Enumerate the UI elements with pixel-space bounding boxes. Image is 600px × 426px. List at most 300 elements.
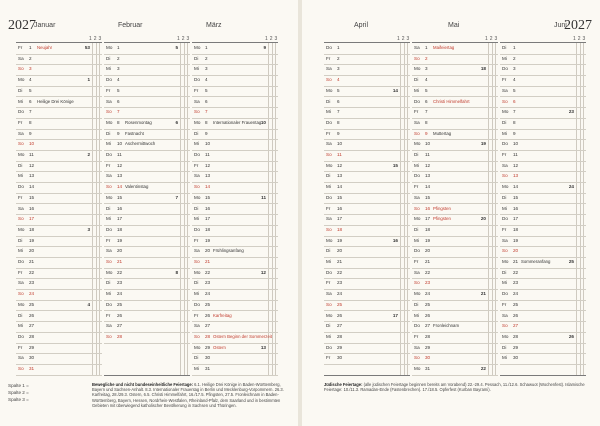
day-number: 7 xyxy=(205,109,208,115)
day-number: 12 xyxy=(29,162,35,168)
weekday: Mo xyxy=(18,301,25,307)
day-number: 1 xyxy=(29,45,32,50)
weekday: Fr xyxy=(502,226,507,232)
weekday: So xyxy=(502,323,508,329)
weekday: Fr xyxy=(502,152,507,157)
weekday: Mo xyxy=(18,77,25,83)
month-column xyxy=(324,42,410,376)
day-number: 13 xyxy=(513,173,519,179)
footnote-title: Bewegliche und nicht bundeseinheitliche Feiertage: xyxy=(92,382,193,387)
day-number: 1 xyxy=(337,45,340,50)
week-number: 8 xyxy=(175,269,178,275)
weekday: Do xyxy=(326,119,332,125)
holiday-label: Ostern Beginn der Sommerzeit xyxy=(213,333,272,339)
day-number: 27 xyxy=(205,323,211,329)
holiday-label: Aschermittwoch xyxy=(125,141,156,147)
weekday: Di xyxy=(326,173,331,179)
weekday: Mo xyxy=(502,333,509,339)
weekday: Mi xyxy=(502,280,507,286)
day-number: 29 xyxy=(513,344,519,350)
month-column xyxy=(412,42,498,376)
day-number: 24 xyxy=(205,291,211,297)
weekday: Mo xyxy=(106,45,113,50)
day-row[interactable] xyxy=(16,364,102,376)
legend-line: Spalte 3 = xyxy=(8,397,29,402)
weekday: Mo xyxy=(414,216,421,222)
day-number: 12 xyxy=(425,162,431,168)
weekday: Mo xyxy=(194,45,201,50)
weekday: Do xyxy=(414,323,420,329)
day-number: 14 xyxy=(337,184,343,190)
day-number: 21 xyxy=(513,259,519,264)
weekday: Do xyxy=(414,173,420,179)
weekday: Mo xyxy=(18,152,25,157)
weekday: Mo xyxy=(106,119,113,125)
weekday: Sa xyxy=(18,355,24,361)
month-name: März xyxy=(206,22,222,29)
weekday: Do xyxy=(106,77,112,83)
day-number: 4 xyxy=(205,77,208,83)
weekday: Di xyxy=(194,130,199,136)
weekday: Di xyxy=(18,162,23,168)
day-number: 26 xyxy=(425,312,431,318)
day-number: 22 xyxy=(513,269,519,275)
week-number: 1 xyxy=(87,77,90,83)
weekday: So xyxy=(18,366,24,371)
weekday: Do xyxy=(414,98,420,104)
weekday: Do xyxy=(194,301,200,307)
weekday: Fr xyxy=(194,237,199,243)
day-number: 24 xyxy=(117,291,123,297)
weekday: Do xyxy=(502,291,508,297)
weekday: Do xyxy=(18,109,24,115)
month-name: April xyxy=(354,22,369,29)
holiday-label: Frühlingsanfang xyxy=(213,248,244,254)
day-number: 14 xyxy=(513,184,519,190)
day-number: 23 xyxy=(29,280,35,286)
weekday: So xyxy=(194,259,200,264)
day-number: 10 xyxy=(29,141,35,147)
weekday: Mo xyxy=(502,184,509,190)
day-number: 7 xyxy=(29,109,32,115)
month-column xyxy=(500,42,586,376)
day-number: 22 xyxy=(29,269,35,275)
day-number: 7 xyxy=(337,109,340,115)
week-number: 20 xyxy=(480,216,486,222)
month-name: Februar xyxy=(118,22,143,29)
weekday: Mi xyxy=(106,216,111,222)
week-number: 16 xyxy=(392,237,398,243)
weekday: Di xyxy=(106,205,111,211)
weekday: So xyxy=(106,184,112,190)
day-number: 25 xyxy=(205,301,211,307)
day-number: 10 xyxy=(117,141,123,147)
weekday: Fr xyxy=(326,130,331,136)
weekday: Do xyxy=(326,269,332,275)
weekday: Di xyxy=(18,237,23,243)
day-number: 2 xyxy=(337,55,340,61)
day-number: 28 xyxy=(513,333,519,339)
week-number: 11 xyxy=(261,194,266,200)
day-number: 12 xyxy=(337,162,343,168)
week-number: 25 xyxy=(568,259,574,264)
day-number: 28 xyxy=(205,333,211,339)
month-name: Mai xyxy=(448,22,460,29)
day-number: 13 xyxy=(425,173,431,179)
weekday: Sa xyxy=(414,45,420,50)
week-number: 15 xyxy=(392,162,398,168)
weekday: Mo xyxy=(194,119,201,125)
weekday: Sa xyxy=(18,280,24,286)
weekday: Do xyxy=(502,216,508,222)
weekday: Sa xyxy=(502,237,508,243)
week-number: 22 xyxy=(480,366,486,371)
holiday-label: Pfingsten xyxy=(433,216,451,222)
weekday: Mi xyxy=(414,87,419,93)
day-number: 18 xyxy=(337,226,343,232)
day-number: 19 xyxy=(29,237,35,243)
day-number: 21 xyxy=(337,259,343,264)
weekday: Mo xyxy=(18,226,25,232)
day-number: 6 xyxy=(337,98,340,104)
day-number: 30 xyxy=(29,355,35,361)
weekday: Sa xyxy=(502,162,508,168)
day-number: 28 xyxy=(425,333,431,339)
weekday: Fr xyxy=(106,237,111,243)
day-number: 25 xyxy=(117,301,123,307)
day-number: 11 xyxy=(29,152,34,157)
weekday: Mi xyxy=(106,291,111,297)
weekday: Mi xyxy=(18,173,23,179)
weekday: Sa xyxy=(414,269,420,275)
weekday: Do xyxy=(502,66,508,72)
weekday: Mi xyxy=(414,237,419,243)
weekday: Do xyxy=(414,248,420,254)
weekday: So xyxy=(18,141,24,147)
weekday: Fr xyxy=(194,312,199,318)
weekday: Mi xyxy=(502,130,507,136)
day-number: 10 xyxy=(425,141,431,147)
weekday: So xyxy=(18,216,24,222)
day-number: 16 xyxy=(513,205,519,211)
day-row[interactable] xyxy=(412,364,498,376)
weekday: So xyxy=(414,130,420,136)
weekday: Sa xyxy=(194,323,200,329)
weekday: Mi xyxy=(326,109,331,115)
note-columns-header: 1 2 3 xyxy=(177,36,190,42)
weekday: Mo xyxy=(194,194,201,200)
weekday: Di xyxy=(194,55,199,61)
day-number: 22 xyxy=(205,269,211,275)
weekday: So xyxy=(106,333,112,339)
weekday: Fr xyxy=(194,87,199,93)
week-number: 23 xyxy=(568,109,574,115)
day-number: 18 xyxy=(513,226,519,232)
day-number: 24 xyxy=(425,291,431,297)
day-number: 27 xyxy=(513,323,519,329)
holiday-label: Valentinstag xyxy=(125,184,149,190)
day-number: 5 xyxy=(513,87,516,93)
day-number: 10 xyxy=(337,141,343,147)
day-number: 23 xyxy=(513,280,519,286)
weekday: Sa xyxy=(194,248,200,254)
day-number: 30 xyxy=(513,355,519,361)
day-number: 29 xyxy=(337,344,343,350)
weekday: Mo xyxy=(106,269,113,275)
week-number: 5 xyxy=(175,45,178,50)
holiday-label: Rosenmontag xyxy=(125,119,152,125)
weekday: Di xyxy=(106,55,111,61)
day-number: 21 xyxy=(205,259,211,264)
weekday: Sa xyxy=(18,55,24,61)
weekday: Mo xyxy=(502,259,509,264)
day-number: 7 xyxy=(513,109,516,115)
day-row[interactable] xyxy=(192,364,278,376)
day-number: 27 xyxy=(337,323,343,329)
day-row[interactable] xyxy=(104,332,190,344)
holiday-label: Ostern xyxy=(213,344,226,350)
day-number: 11 xyxy=(337,152,342,157)
weekday: Mo xyxy=(414,141,421,147)
day-number: 24 xyxy=(513,291,519,297)
day-number: 8 xyxy=(337,119,340,125)
day-number: 16 xyxy=(337,205,343,211)
weekday: Di xyxy=(414,226,419,232)
weekday: Sa xyxy=(326,216,332,222)
day-number: 14 xyxy=(425,184,431,190)
weekday: So xyxy=(194,184,200,190)
weekday: Mo xyxy=(194,344,201,350)
weekday: Mi xyxy=(414,312,419,318)
day-number: 20 xyxy=(513,248,519,254)
day-number: 27 xyxy=(29,323,35,329)
weekday: Mo xyxy=(326,162,333,168)
weekday: Sa xyxy=(18,130,24,136)
day-number: 13 xyxy=(117,173,123,179)
weekday: Fr xyxy=(326,55,331,61)
day-number: 12 xyxy=(117,162,123,168)
weekday: Mi xyxy=(194,66,199,72)
weekday: Mi xyxy=(106,66,111,72)
weekday: Do xyxy=(106,152,112,157)
day-number: 7 xyxy=(117,109,120,115)
day-number: 11 xyxy=(117,152,122,157)
day-number: 15 xyxy=(29,194,35,200)
left-page xyxy=(0,0,298,426)
day-number: 14 xyxy=(29,184,35,190)
day-row[interactable] xyxy=(500,353,586,365)
day-number: 9 xyxy=(425,130,428,136)
day-number: 25 xyxy=(425,301,431,307)
weekday: Di xyxy=(502,344,507,350)
holiday-label: Fronleichnam xyxy=(433,323,460,329)
day-number: 30 xyxy=(205,355,211,361)
day-number: 5 xyxy=(29,87,32,93)
weekday: Fr xyxy=(414,184,419,190)
day-number: 6 xyxy=(117,98,120,104)
day-number: 9 xyxy=(29,130,32,136)
weekday: Mo xyxy=(414,66,421,72)
day-number: 5 xyxy=(337,87,340,93)
day-number: 7 xyxy=(425,109,428,115)
weekday: Sa xyxy=(194,98,200,104)
day-number: 9 xyxy=(117,130,120,136)
weekday: Di xyxy=(502,194,507,200)
weekday: So xyxy=(414,55,420,61)
weekday: Fr xyxy=(194,162,199,168)
day-number: 8 xyxy=(425,119,428,125)
day-number: 6 xyxy=(29,98,32,104)
weekday: So xyxy=(18,66,24,72)
day-number: 31 xyxy=(29,366,35,371)
weekday: Di xyxy=(414,301,419,307)
day-number: 12 xyxy=(513,162,519,168)
weekday: Mi xyxy=(194,291,199,297)
week-number: 17 xyxy=(392,312,398,318)
weekday: Mi xyxy=(326,333,331,339)
weekday: Sa xyxy=(414,344,420,350)
day-number: 3 xyxy=(117,66,120,72)
day-number: 13 xyxy=(29,173,35,179)
day-number: 23 xyxy=(337,280,343,286)
weekday: Fr xyxy=(106,162,111,168)
day-number: 17 xyxy=(513,216,519,222)
year-label-left: 2027 xyxy=(8,18,36,33)
note-columns-header: 1 2 3 xyxy=(397,36,410,42)
day-number: 12 xyxy=(205,162,211,168)
day-number: 28 xyxy=(337,333,343,339)
weekday: Fr xyxy=(18,45,23,50)
weekday: Mo xyxy=(106,194,113,200)
day-number: 19 xyxy=(205,237,211,243)
weekday: So xyxy=(326,152,332,157)
week-number: 26 xyxy=(568,333,574,339)
holiday-footnote xyxy=(92,382,288,408)
legend-line: Spalte 2 = xyxy=(8,390,29,395)
holiday-label: Heilige Drei Könige xyxy=(37,98,74,104)
weekday: So xyxy=(502,173,508,179)
weekday: So xyxy=(502,98,508,104)
week-number: 21 xyxy=(480,291,486,297)
holiday-label: Maifeiertag xyxy=(433,45,455,50)
day-number: 5 xyxy=(117,87,120,93)
day-number: 17 xyxy=(117,216,123,222)
week-number: 19 xyxy=(480,141,486,147)
weekday: Fr xyxy=(326,205,331,211)
day-number: 4 xyxy=(425,77,428,83)
weekday: Do xyxy=(326,194,332,200)
day-number: 26 xyxy=(513,312,519,318)
weekday: Mo xyxy=(194,269,201,275)
day-number: 26 xyxy=(117,312,123,318)
weekday: Mi xyxy=(194,141,199,147)
weekday: Di xyxy=(18,87,23,93)
day-number: 1 xyxy=(117,45,120,50)
weekday: Di xyxy=(106,130,111,136)
footnote-title: Jüdische Feiertage: xyxy=(324,382,363,387)
weekday: Mo xyxy=(326,237,333,243)
weekday: So xyxy=(502,248,508,254)
day-number: 25 xyxy=(29,301,35,307)
day-number: 2 xyxy=(425,55,428,61)
weekday: Mi xyxy=(106,141,111,147)
day-number: 23 xyxy=(205,280,211,286)
day-number: 31 xyxy=(205,366,211,371)
day-number: 23 xyxy=(117,280,123,286)
weekday: Di xyxy=(414,152,419,157)
day-number: 17 xyxy=(425,216,431,222)
day-number: 14 xyxy=(117,184,123,190)
holiday-footnote xyxy=(324,382,590,392)
day-number: 6 xyxy=(513,98,516,104)
day-number: 15 xyxy=(513,194,519,200)
week-number: 6 xyxy=(175,119,178,125)
weekday: Do xyxy=(502,141,508,147)
holiday-label: Fastnacht xyxy=(125,130,144,136)
day-number: 2 xyxy=(29,55,32,61)
weekday: Mo xyxy=(502,109,509,115)
day-number: 11 xyxy=(513,152,518,157)
day-number: 16 xyxy=(205,205,211,211)
weekday: Di xyxy=(414,77,419,83)
day-number: 21 xyxy=(117,259,123,264)
weekday: Do xyxy=(18,259,24,264)
weekday: Fr xyxy=(326,280,331,286)
weekday: Do xyxy=(194,152,200,157)
day-number: 10 xyxy=(205,141,211,147)
day-number: 27 xyxy=(117,323,123,329)
weekday: Fr xyxy=(502,301,507,307)
weekday: Mo xyxy=(414,366,421,371)
weekday: Mi xyxy=(502,205,507,211)
day-number: 20 xyxy=(29,248,35,254)
weekday: Di xyxy=(326,98,331,104)
day-number: 2 xyxy=(117,55,120,61)
day-number: 2 xyxy=(205,55,208,61)
weekday: Mi xyxy=(18,323,23,329)
year-label-right: 2027 xyxy=(564,18,592,33)
weekday: Di xyxy=(502,119,507,125)
day-row[interactable] xyxy=(324,353,410,365)
day-number: 1 xyxy=(513,45,516,50)
weekday: Sa xyxy=(106,173,112,179)
day-number: 15 xyxy=(205,194,211,200)
holiday-label: Sommeranfang xyxy=(521,259,551,264)
weekday: Sa xyxy=(18,205,24,211)
month-column xyxy=(16,42,102,376)
column-legend xyxy=(8,382,29,403)
day-number: 26 xyxy=(29,312,35,318)
holiday-label: Karfreitag xyxy=(213,312,232,318)
day-number: 19 xyxy=(337,237,343,243)
weekday: Sa xyxy=(106,98,112,104)
weekday: Sa xyxy=(106,323,112,329)
weekday: So xyxy=(194,333,200,339)
weekday: So xyxy=(18,291,24,297)
weekday: Fr xyxy=(414,333,419,339)
day-number: 30 xyxy=(425,355,431,361)
weekday: Mi xyxy=(502,55,507,61)
week-number: 13 xyxy=(260,344,266,350)
day-number: 20 xyxy=(425,248,431,254)
day-number: 26 xyxy=(205,312,211,318)
day-number: 9 xyxy=(513,130,516,136)
day-number: 5 xyxy=(205,87,208,93)
weekday: Fr xyxy=(18,269,23,275)
day-number: 13 xyxy=(205,173,211,179)
weekday: Mi xyxy=(326,184,331,190)
day-number: 18 xyxy=(205,226,211,232)
